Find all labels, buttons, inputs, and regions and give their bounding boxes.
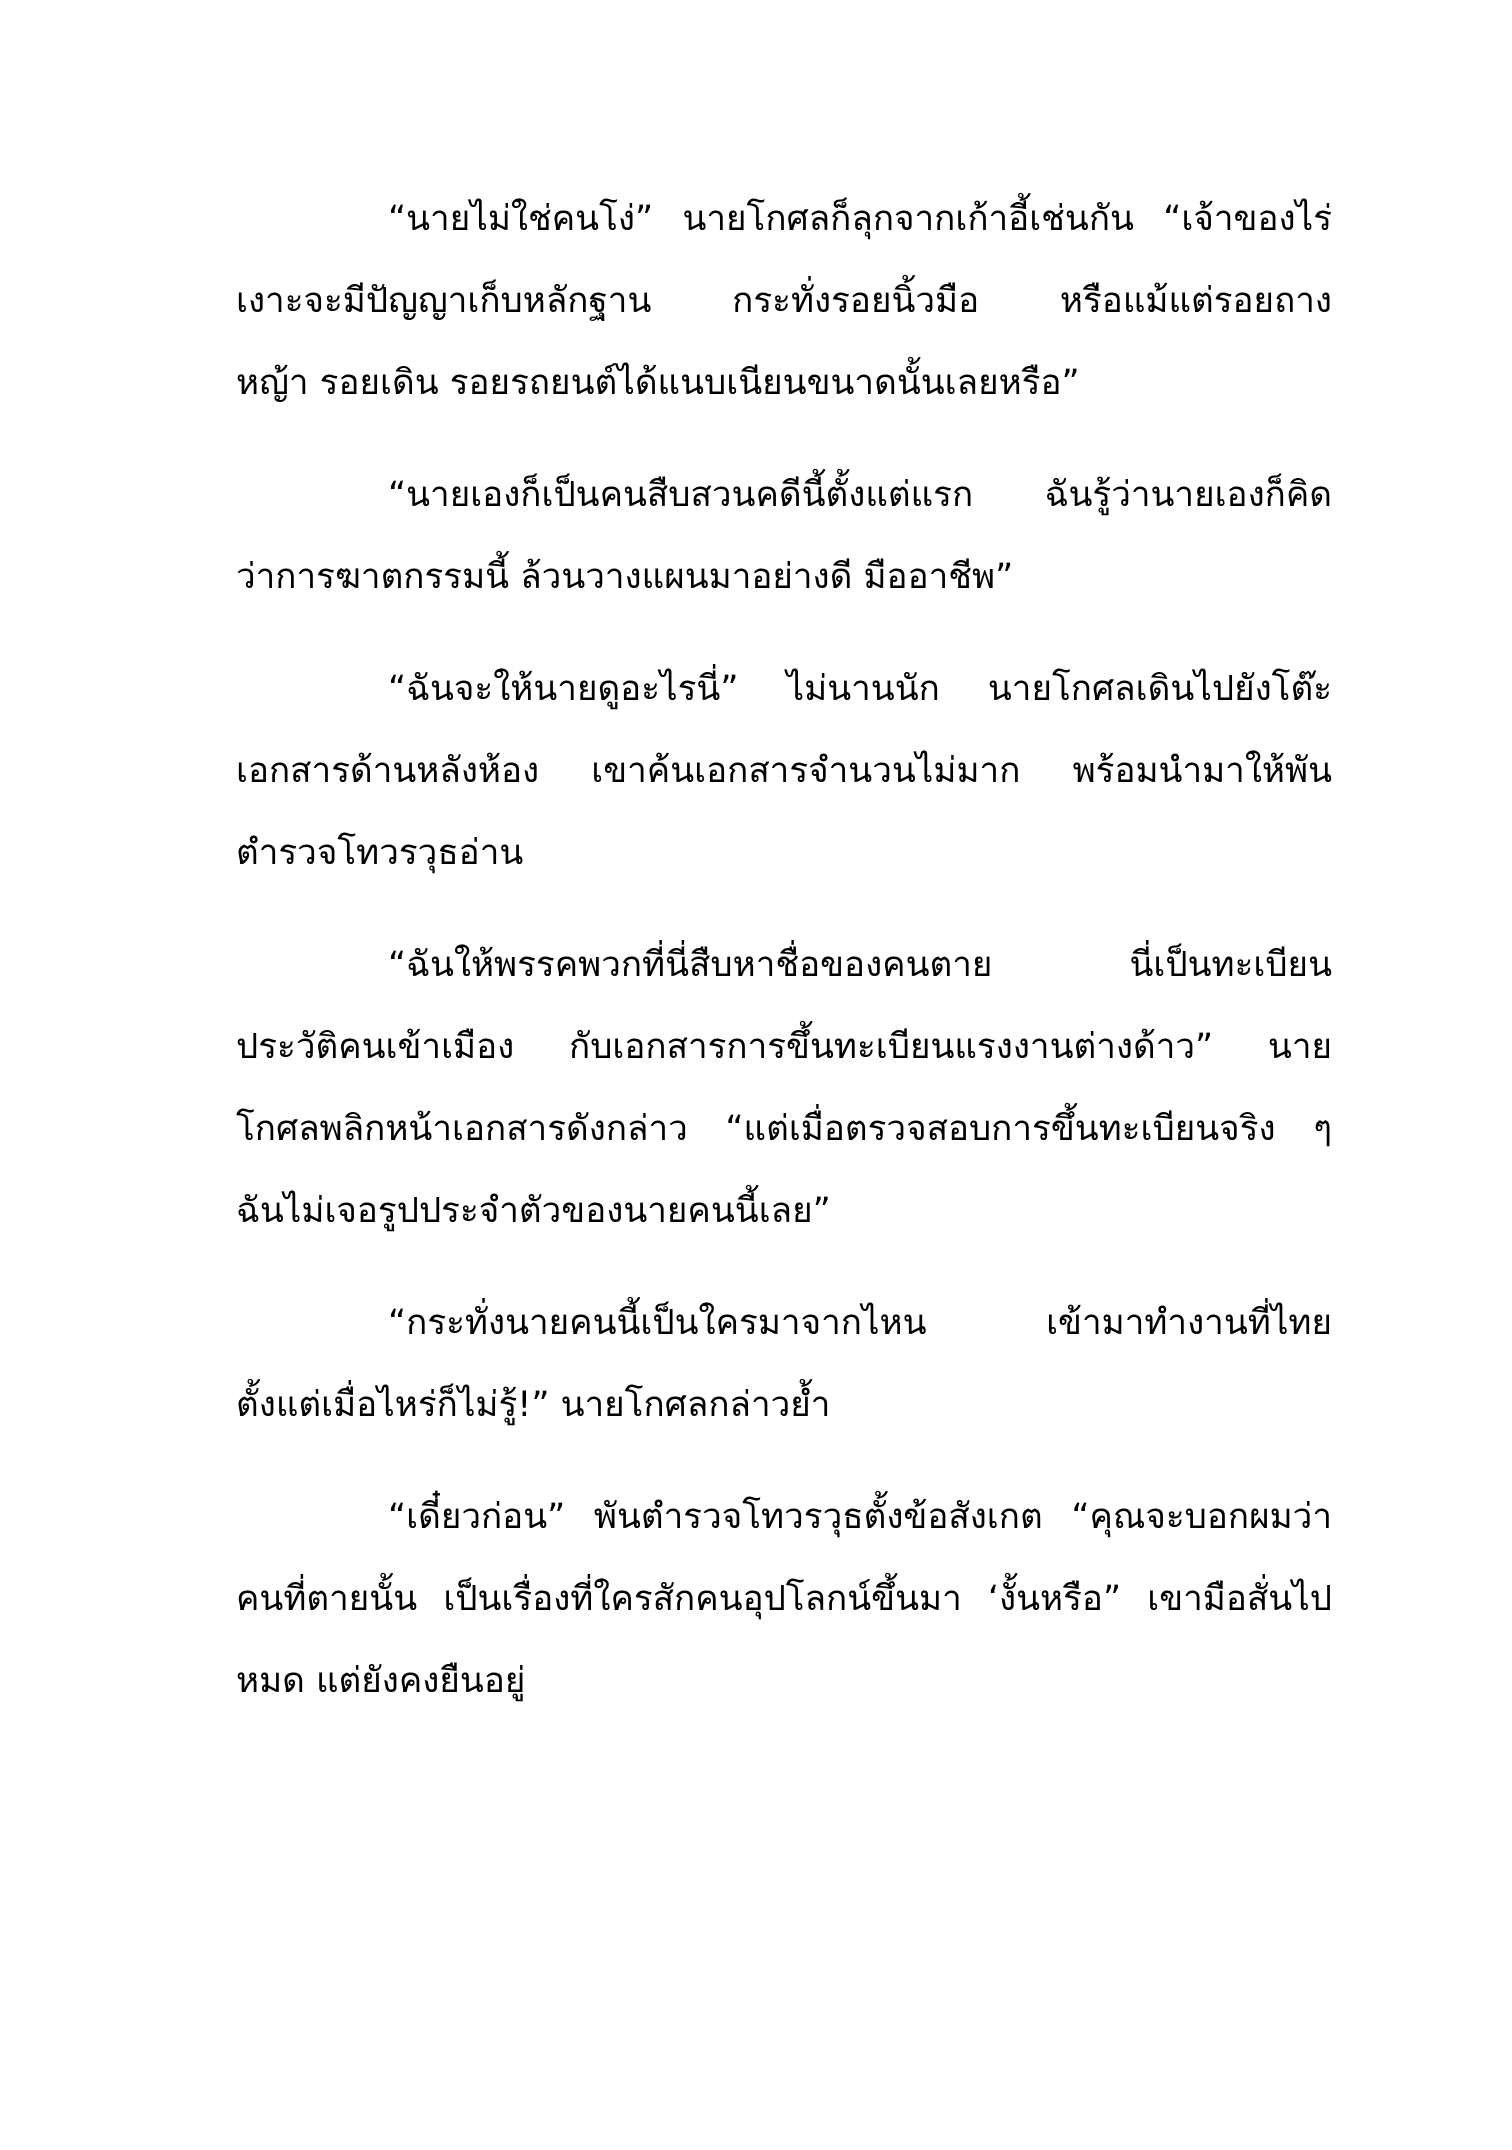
text-line: ประวัติคนเข้าเมือง กับเอกสารการขึ้นทะเบียนแรงงานต่างด้าว” นาย [236,1027,1332,1067]
paragraph-1 [236,178,1332,424]
text-line: โกศลพลิกหน้าเอกสารดังกล่าว “แต่เมื่อตรวจสอบการขึ้นทะเบียนจริง ๆ [236,1109,1332,1149]
paragraph-2 [236,454,1332,618]
text-line: ตั้งแต่เมื่อไหร่ก็ไม่รู้!” นายโกศลกล่าวย้ำ [236,1385,831,1425]
text-line: “นายเองก็เป็นคนสืบสวนคดีนี้ตั้งแต่แรก ฉันรู้ว่านายเองก็คิด [388,475,1332,515]
text-line: หมด แต่ยังคงยืนอยู่ [236,1661,526,1701]
story-body [236,178,1332,1722]
text-line: “ฉันให้พรรคพวกที่นี่สืบหาชื่อของคนตาย นี่เป็นทะเบียน [388,945,1332,985]
text-line: “กระทั่งนายคนนี้เป็นใครมาจากไหน เข้ามาทำงานที่ไทย [388,1303,1332,1343]
paragraph-3 [236,648,1332,894]
text-line: “ฉันจะให้นายดูอะไรนี่” ไม่นานนัก นายโกศลเดินไปยังโต๊ะ [388,669,1332,709]
text-line: “เดี๋ยวก่อน” พันตำรวจโทวรวุธตั้งข้อสังเกต “คุณจะบอกผมว่า [388,1497,1332,1537]
text-line: “นายไม่ใช่คนโง่” นายโกศลก็ลุกจากเก้าอี้เช่นกัน “เจ้าของไร่ [388,199,1332,239]
text-line: เอกสารด้านหลังห้อง เขาค้นเอกสารจำนวนไม่มาก พร้อมนำมาให้พัน [236,751,1332,791]
text-line: ตำรวจโทวรวุธอ่าน [236,833,524,873]
text-line: หญ้า รอยเดิน รอยรถยนต์ได้แนบเนียนขนาดนั้นเลยหรือ” [236,363,1080,403]
text-line: คนที่ตายนั้น เป็นเรื่องที่ใครสักคนอุปโลกน์ขึ้นมา ‘งั้นหรือ” เขามือสั่นไป [236,1579,1332,1619]
text-line: เงาะจะมีปัญญาเก็บหลักฐาน กระทั่งรอยนิ้วมือ หรือแม้แต่รอยถาง [236,281,1332,321]
paragraph-6 [236,1476,1332,1722]
text-line: ฉันไม่เจอรูปประจำตัวของนายคนนี้เลย” [236,1191,831,1231]
paragraph-5 [236,1282,1332,1446]
text-line: ว่าการฆาตกรรมนี้ ล้วนวางแผนมาอย่างดี มืออาชีพ” [236,557,1014,597]
paragraph-4 [236,924,1332,1252]
